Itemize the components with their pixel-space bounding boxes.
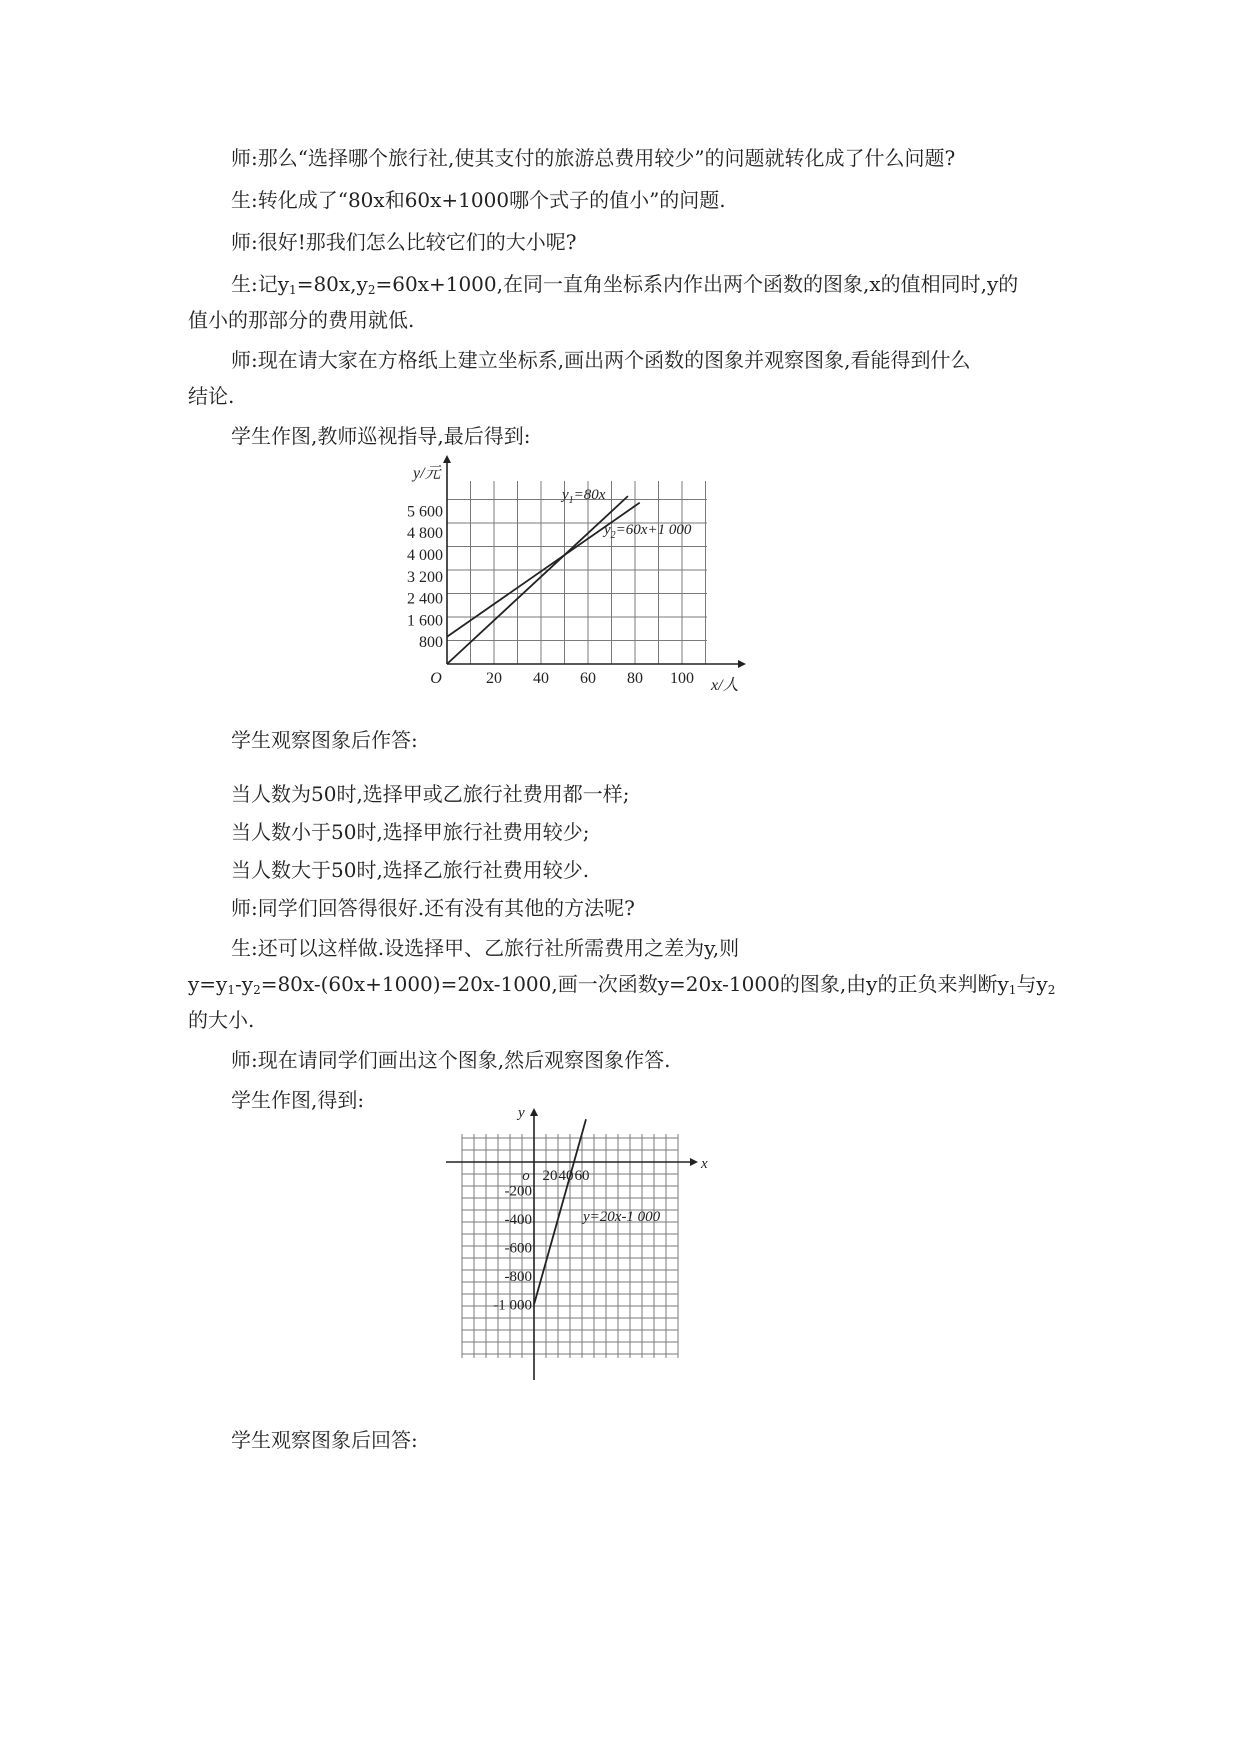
y-axis-label: y	[518, 1105, 525, 1121]
series-line	[447, 496, 628, 664]
dialogue-line: 学生观察图象后回答:	[231, 1428, 418, 1452]
y-tick-label: 800	[419, 634, 443, 652]
series-label: $y_2=60x+1$ 000	[604, 522, 692, 541]
text-run: -y	[235, 972, 254, 996]
y-axis-label: y/元	[413, 465, 441, 482]
cost-comparison-chart	[400, 455, 760, 705]
dialogue-line: 当人数大于50时,选择乙旅行社费用较少.	[231, 858, 590, 882]
x-tick-label: 60	[574, 1168, 590, 1184]
subscript: 2	[1047, 983, 1056, 997]
dialogue-line: 当人数小于50时,选择甲旅行社费用较少;	[231, 820, 590, 844]
y-tick-label: -200	[504, 1183, 532, 1200]
difference-function-chart	[470, 1105, 810, 1395]
subscript: 1	[227, 983, 235, 997]
x-axis-label: x/人	[711, 677, 739, 694]
dialogue-line: 师:现在请同学们画出这个图象,然后观察图象作答.	[231, 1048, 671, 1072]
dialogue-line: 当人数为50时,选择甲或乙旅行社费用都一样;	[231, 782, 630, 806]
text-run: =60x+1000,在同一直角坐标系内作出两个函数的图象,x的值相同时,y的	[375, 272, 1019, 296]
dialogue-line: 师:那么“选择哪个旅行社,使其支付的旅游总费用较少”的问题就转化成了什么问题?	[231, 146, 956, 170]
x-tick-label: 60	[580, 670, 596, 687]
y-tick-label: -1 000	[493, 1297, 532, 1314]
dialogue-line: 学生作图,教师巡视指导,最后得到:	[231, 424, 531, 448]
text-run: 生:记y	[231, 272, 290, 296]
subscript: 1	[289, 283, 297, 297]
x-axis-arrow	[738, 660, 746, 668]
x-axis-label: x	[701, 1156, 708, 1172]
dialogue-line	[188, 266, 1101, 302]
series-label: $y_1=80x$	[562, 487, 606, 506]
dialogue-line	[188, 966, 1058, 1002]
y-axis-arrow	[443, 455, 451, 463]
x-tick-label: 80	[627, 670, 643, 687]
y-tick-label: -800	[504, 1269, 532, 1285]
x-axis-arrow	[690, 1158, 698, 1166]
y-axis-arrow	[530, 1108, 538, 1116]
dialogue-line: 值小的那部分的费用就低.	[188, 308, 415, 332]
subscript: 2	[253, 983, 261, 997]
text-run: 与y	[1016, 972, 1048, 996]
subscript: 2	[367, 283, 376, 297]
y-tick-label: 1 600	[407, 612, 443, 630]
text-run: =80x,y	[296, 272, 368, 296]
dialogue-line: 生:还可以这样做.设选择甲、乙旅行社所需费用之差为y,则	[231, 936, 740, 960]
y-tick-label: 4 800	[407, 525, 443, 543]
subscript: 1	[1008, 983, 1017, 997]
y-tick-label: 2 400	[407, 590, 443, 608]
series-label: y=20x-1 000	[583, 1209, 661, 1225]
dialogue-line: 师:很好!那我们怎么比较它们的大小呢?	[231, 230, 577, 254]
dialogue-line: 师:同学们回答得很好.还有没有其他的方法呢?	[231, 896, 635, 920]
dialogue-line: 师:现在请大家在方格纸上建立坐标系,画出两个函数的图象并观察图象,看能得到什么	[231, 348, 971, 372]
y-tick-label: -600	[504, 1240, 532, 1257]
dialogue-line: 结论.	[188, 384, 235, 408]
dialogue-line: 的大小.	[188, 1008, 255, 1032]
text-run: y=y	[188, 972, 228, 996]
dialogue-line: 学生作图,得到:	[231, 1088, 365, 1112]
series-line	[534, 1119, 586, 1304]
y-tick-label: 4 000	[407, 547, 443, 564]
x-tick-label: 40	[533, 670, 549, 687]
x-tick-label: 20	[542, 1168, 558, 1184]
dialogue-line: 学生观察图象后作答:	[231, 728, 418, 752]
origin-label: O	[430, 670, 442, 687]
origin-label: o	[522, 1168, 530, 1184]
dialogue-line: 生:转化成了“80x和60x+1000哪个式子的值小”的问题.	[231, 188, 726, 212]
x-tick-label: 100	[670, 670, 694, 687]
y-tick-label: 3 200	[407, 568, 443, 586]
y-tick-label: 5 600	[407, 503, 443, 521]
y-tick-label: -400	[504, 1212, 532, 1228]
x-tick-label: 20	[486, 670, 502, 687]
text-run: =80x-(60x+1000)=20x-1000,画一次函数y=20x-1000的图象,由y的正负来判断y	[260, 972, 1009, 996]
x-tick-label: 40	[558, 1168, 574, 1184]
